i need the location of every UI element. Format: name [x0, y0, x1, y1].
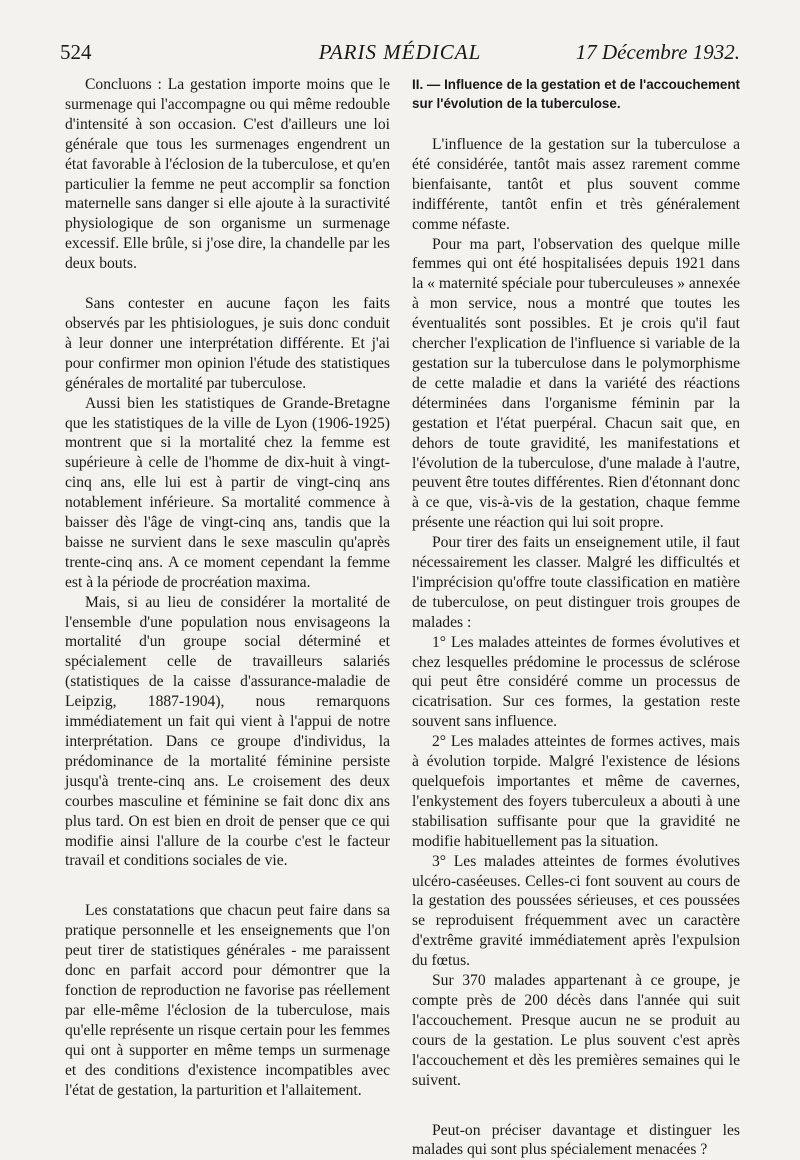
paragraph: L'influence de la gestation sur la tuberculose a été considérée, tantôt mais assez rarement comme bienfaisante, tantôt et plus souvent comme indifférente, tantôt enfin et très généralement comme néfaste.: [412, 135, 740, 235]
paragraph: 3° Les malades atteintes de formes évolutives ulcéro-caséeuses. Celles-ci font souvent au cours de la gestation des poussées sérieuses, et ces poussées se reproduisent fréquemment avec un caractère d'extrême gravité immédiatement après l'expulsion du fœtus.: [412, 852, 740, 971]
journal-title: PARIS MÉDICAL: [60, 40, 740, 65]
paragraph: Pour tirer des faits un enseignement utile, il faut nécessairement les classer. Malgré les difficultés et l'imprécision qu'offre toute classification en matière de tuberculose, on peut distinguer trois groupes de malades :: [412, 533, 740, 633]
paragraph: Sans contester en aucune façon les faits observés par les phtisiologues, je suis donc conduit à leur donner une interprétation différente. Et j'ai pour confirmer mon opinion l'étude des statistiques générales de mortalité par tuberculose.: [65, 294, 390, 394]
paragraph: Peut-on préciser davantage et distinguer les malades qui sont plus spécialement menacées ?: [412, 1121, 740, 1160]
paragraph: Mais, si au lieu de considérer la mortalité de l'ensemble d'une population nous envisageons la mortalité d'un groupe social déterminé et spécialement celle de travailleurs salariés (statistiques de la caisse d'assurance-maladie de Leipzig, 1887-1904), nous remarquons immédiatement un fait qui vient à l'appui de notre interprétation. Dans ce groupe d'individus, la prédominance de la mortalité féminine persiste jusqu'à trente-cinq ans. Le croisement des deux courbes masculine et féminine se fait donc dix ans plus tard. On est bien en droit de penser que ce qui modifie ainsi l'allure de la courbe c'est le facteur travail et conditions sociales de vie.: [65, 593, 390, 872]
page-number: 524: [60, 40, 92, 65]
right-column: [412, 75, 740, 1160]
left-column: [65, 75, 390, 1100]
paragraph: Les constatations que chacun peut faire dans sa pratique personnelle et les enseignements que l'on peut tirer de statistiques générales - me paraissent donc en parfait accord pour démontrer que la fonction de reproduction ne favorise pas réellement par elle-même l'éclosion de la tuberculose, mais qu'elle représente un risque certain pour les femmes qui ont à supporter en même temps un surmenage et des conditions d'existence incompatibles avec l'état de gestation, la parturition et l'allaitement.: [65, 901, 390, 1100]
paragraph: Sur 370 malades appartenant à ce groupe, je compte près de 200 décès dans l'année qui suit l'accouchement. Presque aucun ne se produit au cours de la gestation. Le plus souvent c'est après l'accouchement et dès les premières semaines qui le suivent.: [412, 971, 740, 1090]
section-heading: II. — Influence de la gestation et de l'accouchement sur l'évolution de la tuberculose.: [412, 75, 740, 113]
paragraph: 2° Les malades atteintes de formes actives, mais à évolution torpide. Malgré l'existence de lésions quelquefois importantes et même de cavernes, l'enkystement des foyers tuberculeux a abouti à une stabilisation suffisante pour que la gravidité ne modifie habituellement pas la situation.: [412, 732, 740, 851]
issue-date: 17 Décembre 1932.: [576, 40, 740, 65]
paragraph: Aussi bien les statistiques de Grande-Bretagne que les statistiques de la ville de Lyon (1906-1925) montrent que si la mortalité chez la femme est supérieure à celle de l'homme de dix-huit à vingt-cinq ans, elle lui est à partir de vingt-cinq ans notablement inférieure. Sa mortalité commence à baisser dès l'âge de vingt-cinq ans, tandis que la baisse ne survient dans le sexe masculin qu'après trente-cinq ans. A ce moment cependant la femme est à la période de procréation maxima.: [65, 394, 390, 593]
page-header: [60, 40, 740, 70]
paragraph: Concluons : La gestation importe moins que le surmenage qui l'accompagne ou qui même redouble d'intensité à son occasion. C'est d'ailleurs une loi générale que tous les surmenages engendrent un état favorable à l'éclosion de la tuberculose, et qu'en particulier la femme ne peut accomplir sa fonction maternelle sans danger si elle ajoute à la suractivité physiologique de son organisme un surmenage excessif. Elle brûle, si j'ose dire, la chandelle par les deux bouts.: [65, 75, 390, 274]
paragraph: Pour ma part, l'observation des quelque mille femmes qui ont été hospitalisées depuis 1921 dans la « maternité spéciale pour tuberculeuses » annexée à mon service, nous a montré que toutes les éventualités sont possibles. Et je crois qu'il faut chercher l'explication de l'influence si variable de la gestation sur la tuberculose dans le polymorphisme de cette maladie et dans la variété des réactions déterminées dans l'organisme féminin par la gestation et l'état puerpéral. Chacun sait que, en dehors de toute gravidité, les manifestations et l'évolution de la tuberculose, d'une malade à l'autre, peuvent être toutes différentes. Rien d'étonnant donc à ce que, vis-à-vis de la gestation, chaque femme présente une réaction qui lui soit propre.: [412, 235, 740, 534]
paragraph: 1° Les malades atteintes de formes évolutives et chez lesquelles prédomine le processus de sclérose qui peut être considéré comme un processus de cicatrisation. Sur ces formes, la gestation reste souvent sans influence.: [412, 633, 740, 733]
